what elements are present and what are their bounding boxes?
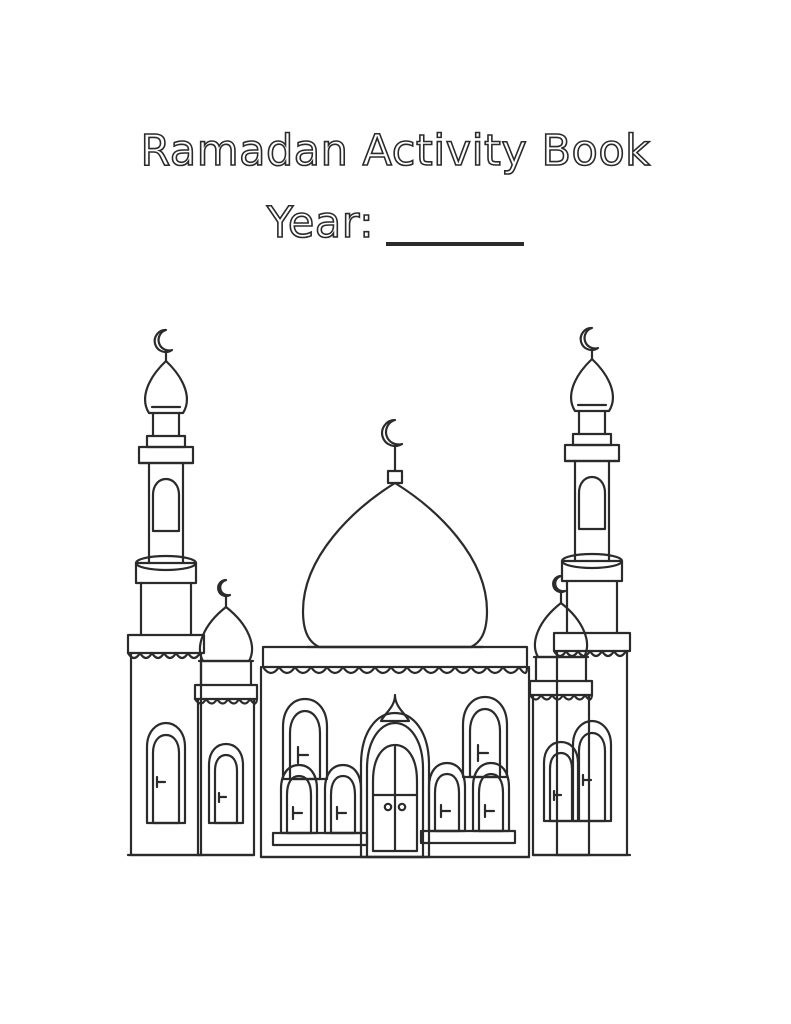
year-label: Year: — [266, 198, 375, 248]
central-crescent-icon — [382, 420, 402, 446]
ground-line — [128, 855, 630, 857]
mosque-line-art — [95, 295, 705, 875]
right-small-dome — [530, 576, 592, 855]
right-small-crescent-icon — [553, 576, 565, 592]
year-row — [267, 194, 524, 252]
page-title — [0, 122, 791, 252]
left-small-crescent-icon — [218, 580, 230, 596]
year-blank-line[interactable] — [386, 242, 524, 246]
right-minaret-crescent-icon — [581, 328, 598, 350]
left-minaret — [128, 330, 204, 855]
title-line-1: Ramadan Activity Book — [140, 126, 651, 176]
left-small-dome — [195, 580, 257, 855]
central-dome — [303, 420, 487, 647]
mosque-main-building — [261, 647, 529, 857]
title-line-2 — [0, 194, 791, 252]
left-minaret-crescent-icon — [155, 330, 172, 352]
